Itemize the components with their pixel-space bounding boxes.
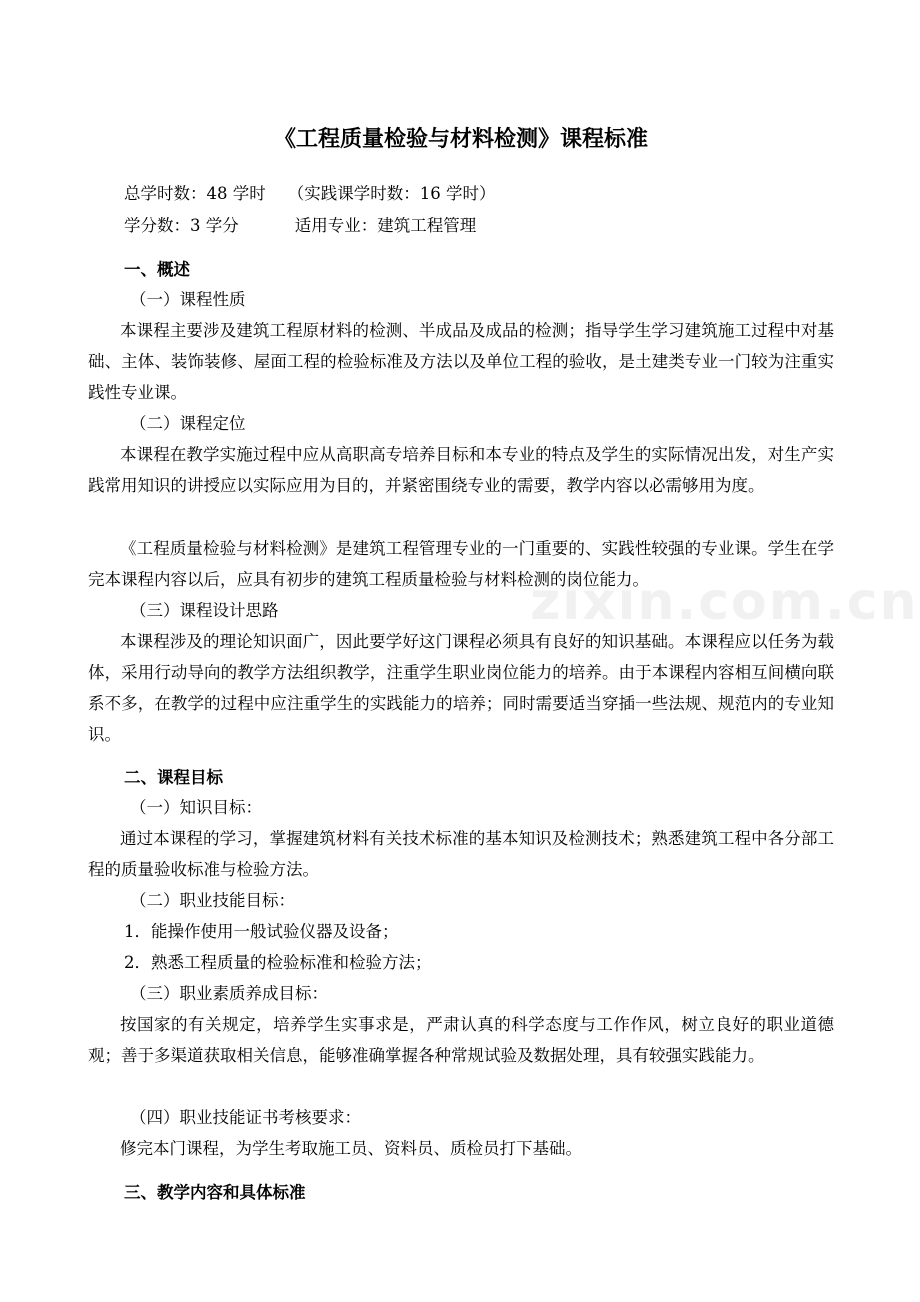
applicable-major: 适用专业：建筑工程管理 — [294, 216, 477, 235]
s1-sub-nature: （一）课程性质 — [130, 290, 246, 309]
total-hours: 总学时数：48 学时 — [124, 184, 266, 203]
s2-sub-certificate: （四）职业技能证书考核要求： — [130, 1108, 361, 1127]
meta-row-credits — [124, 210, 476, 241]
s2-skill-item-2: 2．熟悉工程质量的检验标准和检验方法； — [124, 953, 432, 972]
s1-sub-positioning: （二）课程定位 — [130, 414, 246, 433]
s1-paragraph-positioning: 本课程在教学实施过程中应从高职高专培养目标和本专业的特点及学生的实际情况出发，对生产实践常用知识的讲授应以实际应用为目的，并紧密围绕专业的需要，教学内容以必需够用为度。 — [88, 445, 834, 495]
s2-skill-item-1: 1．能操作使用一般试验仪器及设备； — [124, 922, 399, 941]
s1-paragraph-nature: 本课程主要涉及建筑工程原材料的检测、半成品及成品的检测；指导学生学习建筑施工过程中对基础、主体、装饰装修、屋面工程的检验标准及方法以及单位工程的验收，是土建类专业一门较为注重实践性专业课。 — [88, 321, 834, 402]
meta-row-hours — [124, 178, 496, 209]
s2-paragraph-certificate: 修完本门课程，为学生考取施工员、资料员、质检员打下基础。 — [120, 1139, 582, 1158]
s2-sub-knowledge: （一）知识目标： — [130, 798, 262, 817]
s1-sub-design: （三）课程设计思路 — [130, 601, 279, 620]
s2-sub-quality: （三）职业素质养成目标： — [130, 984, 328, 1003]
section-1-heading: 一、概述 — [124, 260, 190, 279]
s1-paragraph-design: 本课程涉及的理论知识面广，因此要学好这门课程必须具有良好的知识基础。本课程应以任务为载体，采用行动导向的教学方法组织教学，注重学生职业岗位能力的培养。由于本课程内容相互间横向联系不多，在教学的过程中应注重学生的实践能力的培养；同时需要适当穿插一些法规、规范内的专业知识。 — [88, 632, 834, 744]
credits: 学分数：3 学分 — [124, 216, 239, 235]
page-title: 《工程质量检验与材料检测》课程标准 — [273, 126, 648, 152]
section-3-heading: 三、教学内容和具体标准 — [124, 1183, 306, 1202]
s2-sub-skills: （二）职业技能目标： — [130, 891, 295, 910]
practice-hours: （实践课学时数：16 学时） — [287, 184, 496, 203]
s1-paragraph-course-intro: 《工程质量检验与材料检测》是建筑工程管理专业的一门重要的、实践性较强的专业课。学生在学完本课程内容以后，应具有初步的建筑工程质量检验与材料检测的岗位能力。 — [88, 539, 834, 589]
watermark: zixin.com.cn — [530, 572, 919, 632]
s2-paragraph-quality: 按国家的有关规定，培养学生实事求是，严肃认真的科学态度与工作作风，树立良好的职业道德观；善于多渠道获取相关信息，能够准确掌握各种常规试验及数据处理，具有较强实践能力。 — [88, 1015, 834, 1065]
s2-paragraph-knowledge: 通过本课程的学习，掌握建筑材料有关技术标准的基本知识及检测技术；熟悉建筑工程中各分部工程的质量验收标准与检验方法。 — [88, 829, 834, 879]
section-2-heading: 二、课程目标 — [124, 768, 223, 787]
